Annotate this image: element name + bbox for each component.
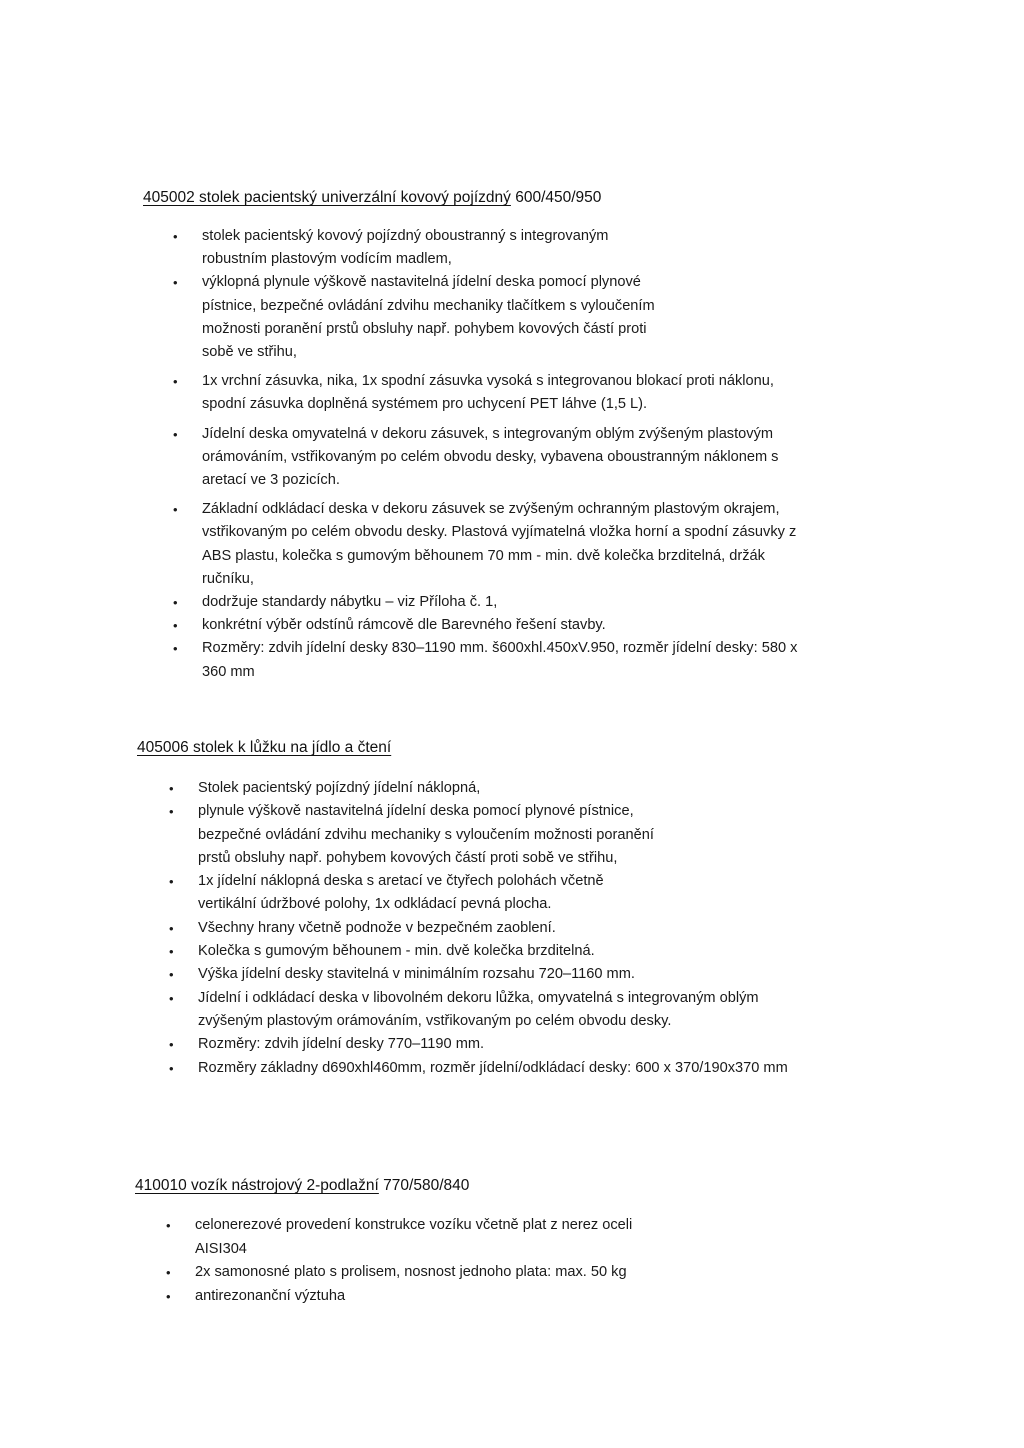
item-code-title: 405002 stolek pacientský univerzální kovový pojízdný [143, 189, 511, 206]
list-item-text: 1x vrchní zásuvka, nika, 1x spodní zásuvka vysoká s integrovanou blokací proti náklonu, spodní zásuvka doplněná systémem pro uchycení PET láhve (1,5 L). [202, 373, 774, 413]
section-410010 [0, 1177, 1024, 1308]
list-item [168, 917, 1024, 940]
list-item-text: Základní odkládací deska v dekoru zásuvek se zvýšeným ochranným plastovým okrajem, vstřikovaným po celém obvodu desky. Plastová vyjímatelná vložka horní a spodní zásuvky z ABS plastu, kolečka s gumovým běhounem 70 mm - min. dvě kolečka brzditelná, držák ručníku, [202, 501, 797, 587]
list-item [172, 614, 1024, 637]
list-item [172, 498, 1024, 591]
list-item [165, 1285, 1024, 1309]
list-item-text: dodržuje standardy nábytku – viz Příloha č. 1, [202, 594, 498, 611]
list-item-text: Stolek pacientský pojízdný jídelní náklopná, [198, 780, 481, 796]
list-item [168, 963, 1024, 986]
list-item [172, 591, 1024, 614]
list-item [172, 423, 1024, 493]
list-item [165, 1261, 1024, 1285]
list-item [172, 637, 1024, 683]
item-code-title: 405006 stolek k lůžku na jídlo a čtení [137, 739, 392, 756]
list-item [168, 800, 1024, 870]
list-item-text: Jídelní deska omyvatelná v dekoru zásuvek, s integrovaným oblým zvýšeným plastovým orámováním, vstřikovaným po celém obvodu desky, vybavena oboustranným náklonem s aretací ve 3 pozicích. [202, 425, 779, 489]
list-item-text: Rozměry: zdvih jídelní desky 830–1190 mm. š600xhl.450xV.950, rozměr jídelní desky: 580 x 360 mm [202, 640, 798, 680]
spec-list [168, 777, 1024, 1080]
section-heading [137, 739, 1024, 757]
list-item-text: 2x samonosné plato s prolisem, nosnost jednoho plata: max. 50 kg [195, 1264, 627, 1280]
spec-list [172, 225, 1024, 684]
list-item-text: antirezonanční výztuha [195, 1287, 346, 1304]
list-item-text: stolek pacientský kovový pojízdný oboustranný s integrovaným robustním plastovým vodícím madlem, [202, 228, 609, 268]
list-item [168, 940, 1024, 963]
list-item [168, 1033, 1024, 1056]
item-dimensions: 770/580/840 [383, 1177, 470, 1194]
item-dimensions: 600/450/950 [515, 189, 602, 206]
section-405002 [0, 189, 1024, 684]
list-item [172, 370, 1024, 416]
list-item [168, 870, 1024, 917]
section-405006 [0, 739, 1024, 1080]
list-item [172, 225, 1024, 271]
list-item-text: výklopná plynule výškově nastavitelná jídelní deska pomocí plynové pístnice, bezpečné ovládání zdvihu mechaniky tlačítkem s vyloučením možnosti poranění prstů obsluhy např. pohybem kovových částí proti sobě ve střihu, [202, 274, 655, 361]
list-item-text: Všechny hrany včetně podnože v bezpečném zaoblení. [198, 919, 556, 936]
item-code-title: 410010 vozík nástrojový 2-podlažní [135, 1177, 379, 1194]
list-item-text: celonerezové provedení konstrukce vozíku včetně plat z nerez oceli AISI304 [195, 1217, 633, 1257]
spec-list [165, 1214, 1024, 1308]
list-item-text: Kolečka s gumovým běhounem - min. dvě kolečka brzditelná. [198, 943, 595, 960]
list-item-text: 1x jídelní náklopná deska s aretací ve čtyřech polohách včetně vertikální údržbové polohy, 1x odkládací pevná plocha. [198, 873, 604, 913]
list-item [168, 987, 1024, 1034]
list-item-text: plynule výškově nastavitelná jídelní deska pomocí plynové pístnice, bezpečné ovládání zdvihu mechaniky s vyloučením možnosti poranění prstů obsluhy např. pohybem kovových částí proti sobě ve střihu, [198, 803, 654, 866]
list-item-text: Jídelní i odkládací deska v libovolném dekoru lůžka, omyvatelná s integrovaným oblým zvýšeným plastovým orámováním, vstřikovaným po celém obvodu desky. [198, 989, 759, 1029]
list-item [168, 777, 1024, 800]
list-item-text: Výška jídelní desky stavitelná v minimálním rozsahu 720–1160 mm. [198, 966, 635, 983]
list-item-text: konkrétní výběr odstínů rámcově dle Barevného řešení stavby. [202, 617, 606, 634]
list-item-text: Rozměry: zdvih jídelní desky 770–1190 mm. [198, 1036, 485, 1053]
list-item [168, 1057, 1024, 1080]
list-item [172, 271, 1024, 364]
section-heading [143, 189, 1024, 207]
list-item-text: Rozměry základny d690xhl460mm, rozměr jídelní/odkládací desky: 600 x 370/190x370 mm [198, 1059, 788, 1076]
list-item [165, 1214, 1024, 1261]
section-heading [135, 1177, 1024, 1195]
